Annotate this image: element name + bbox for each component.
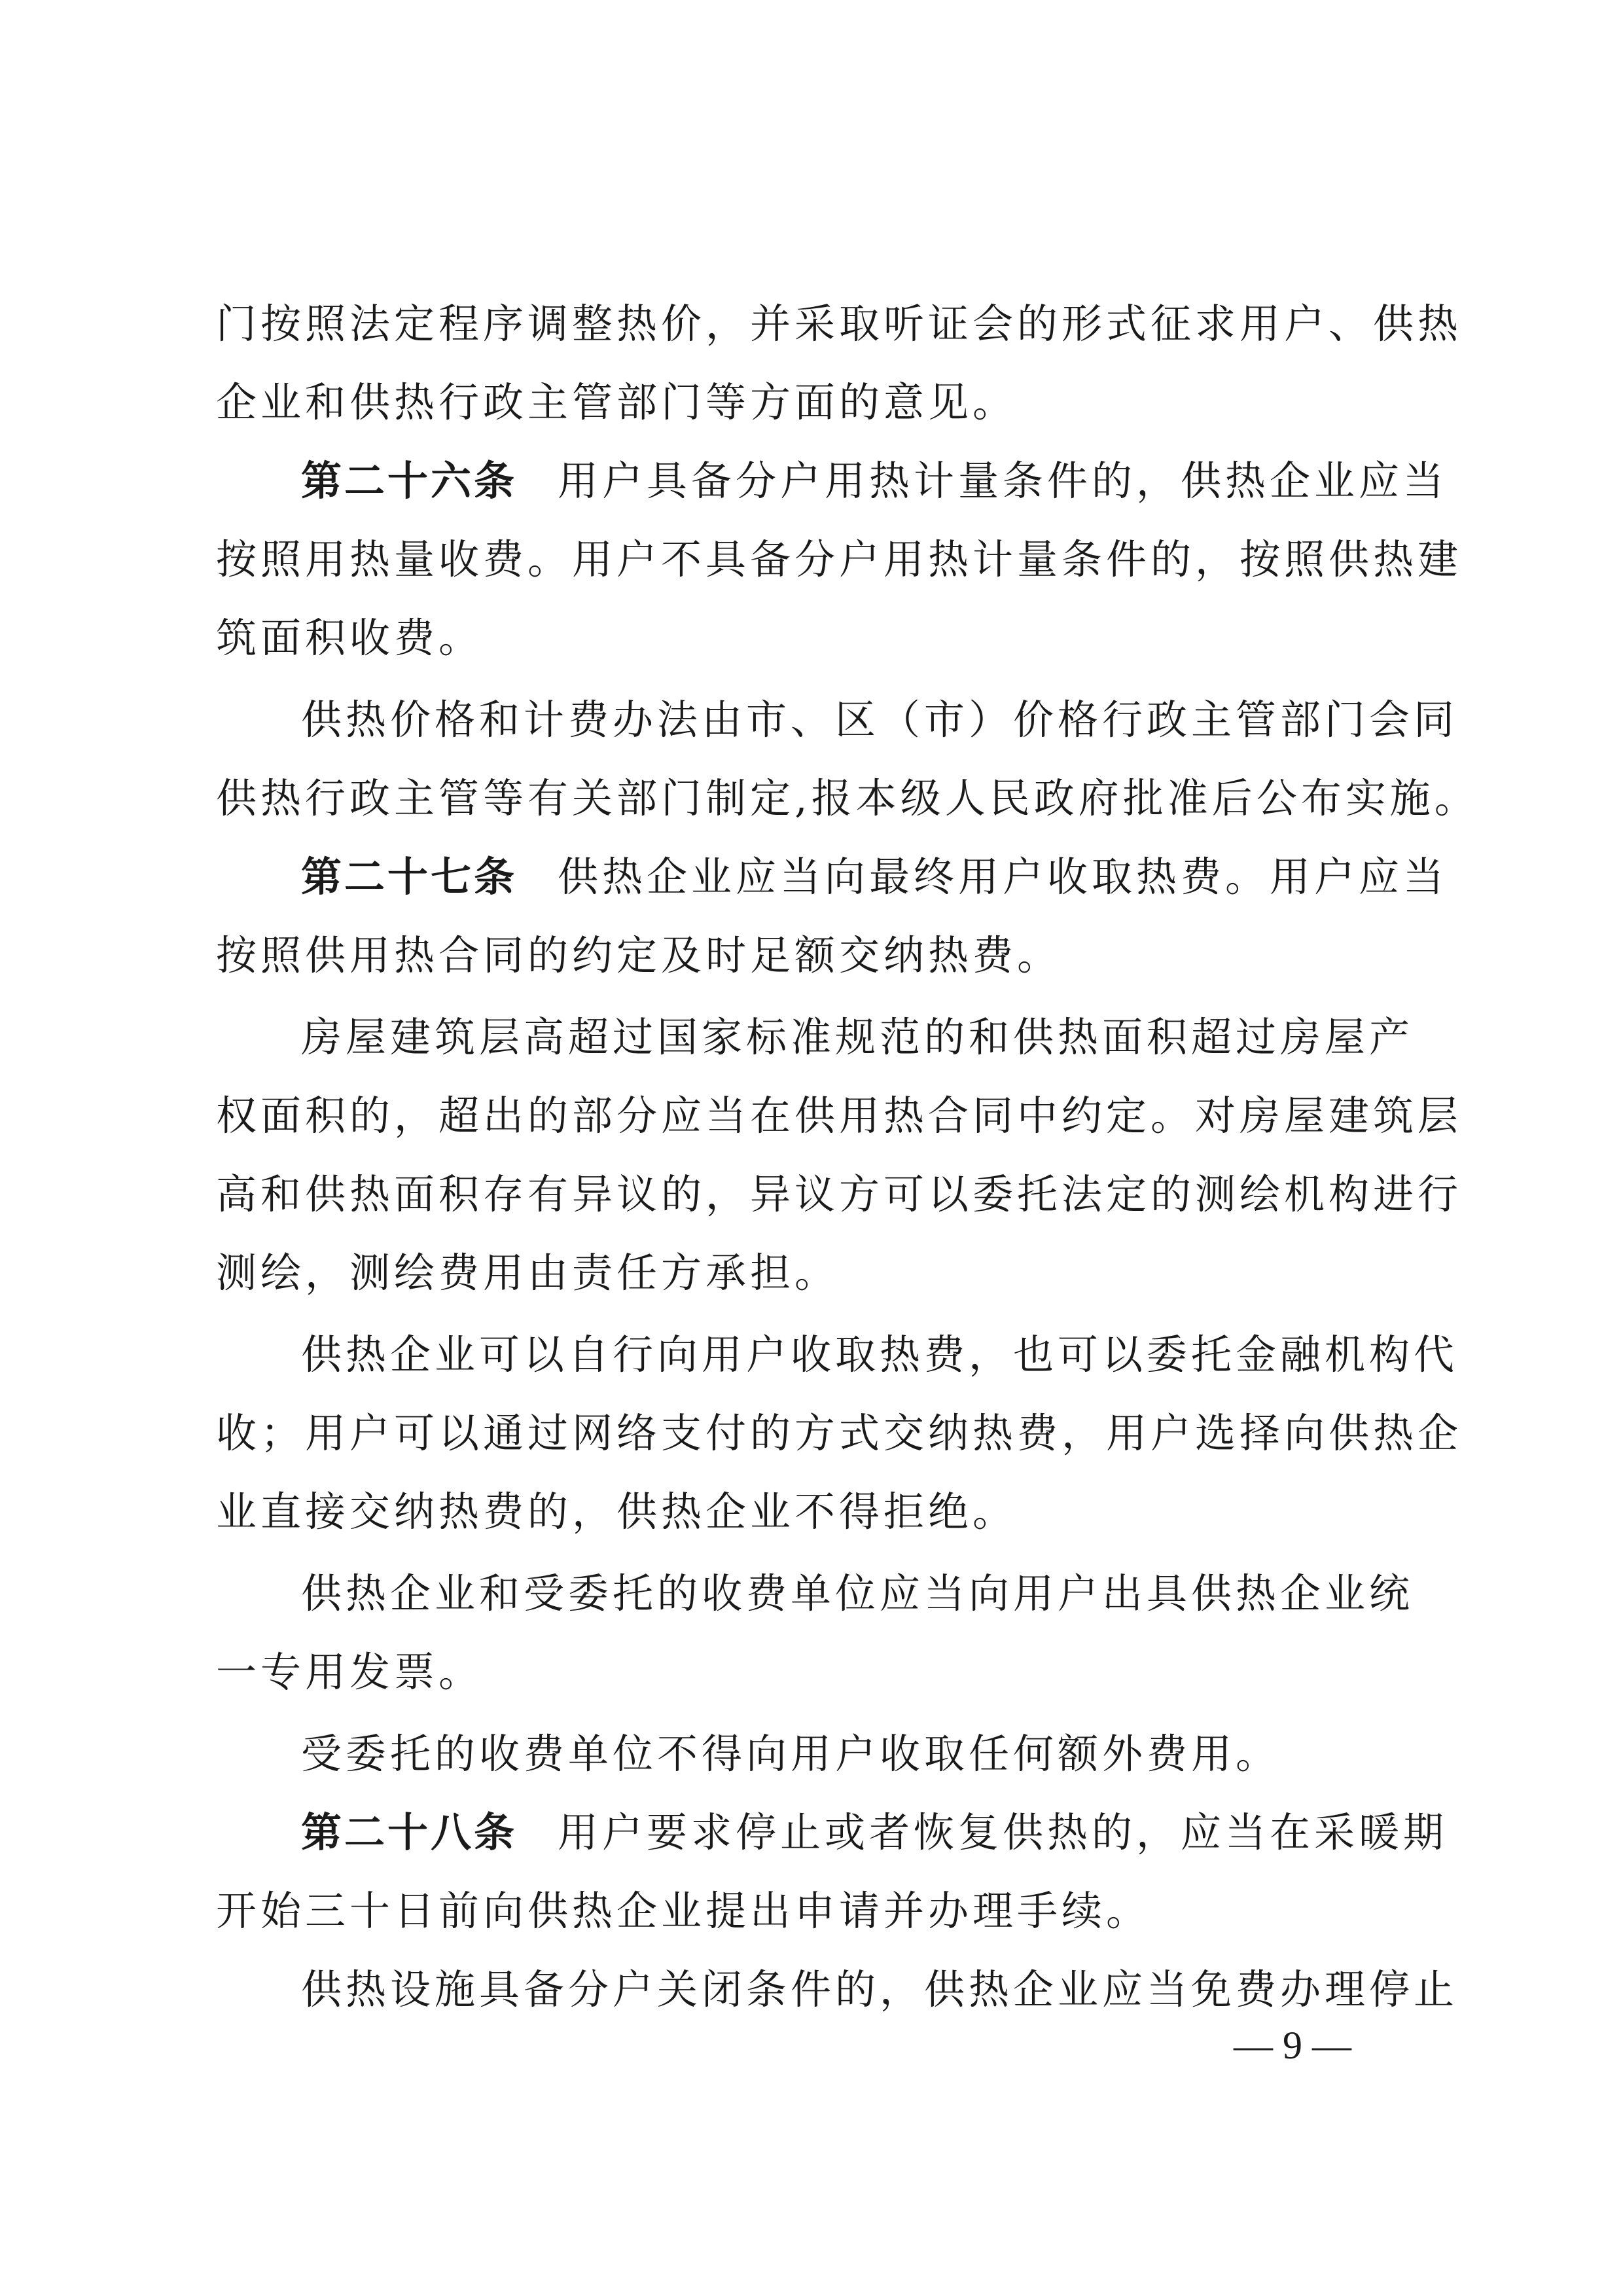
body-text: 用户具备分户用热计量条件的，供热企业应当: [558, 457, 1448, 505]
body-line: 测绘，测绘费用由责任方承担。: [216, 1249, 840, 1297]
body-line: 供热企业和受委托的收费单位应当向用户出具供热企业统: [301, 1570, 1414, 1617]
article-27-heading: 第二十七条: [301, 853, 518, 901]
body-line: 收；用户可以通过网络支付的方式交纳热费，用户选择向供热企: [216, 1409, 1463, 1457]
body-line: 供热价格和计费办法由市、区（市）价格行政主管部门会同: [301, 696, 1459, 744]
body-text: 用户要求停止或者恢复供热的，应当在采暖期: [558, 1808, 1448, 1856]
article-26-heading: 第二十六条: [301, 457, 518, 505]
body-line: 门按照法定程序调整热价，并采取听证会的形式征求用户、供热: [216, 300, 1463, 348]
article-28-first-line: [301, 1806, 1448, 1859]
article-26-first-line: [301, 455, 1448, 507]
body-line: 供热行政主管等有关部门制定,报本级人民政府批准后公布实施。: [216, 774, 1479, 822]
body-line: 一专用发票。: [216, 1648, 484, 1696]
body-line: 权面积的，超出的部分应当在供用热合同中约定。对房屋建筑层: [216, 1092, 1463, 1139]
page-number: — 9 —: [1234, 2024, 1351, 2067]
body-line: 供热设施具备分户关闭条件的，供热企业应当免费办理停止: [301, 1965, 1459, 2013]
body-line: 筑面积收费。: [216, 614, 484, 662]
body-line: 按照用热量收费。用户不具备分户用热计量条件的，按照供热建: [216, 535, 1463, 583]
body-text: 供热企业应当向最终用户收取热费。用户应当: [558, 853, 1448, 901]
body-line: 受委托的收费单位不得向用户收取任何额外费用。: [301, 1730, 1281, 1778]
article-27-first-line: [301, 851, 1448, 903]
body-line: 按照供用热合同的约定及时足额交纳热费。: [216, 931, 1062, 979]
body-line: 高和供热面积存有异议的，异议方可以委托法定的测绘机构进行: [216, 1170, 1463, 1218]
body-line: 供热企业可以自行向用户收取热费，也可以委托金融机构代: [301, 1331, 1459, 1378]
body-line: 房屋建筑层高超过国家标准规范的和供热面积超过房屋产: [301, 1013, 1414, 1061]
body-line: 业直接交纳热费的，供热企业不得拒绝。: [216, 1488, 1018, 1535]
body-line: 企业和供热行政主管部门等方面的意见。: [216, 378, 1018, 426]
body-line: 开始三十日前向供热企业提出申请并办理手续。: [216, 1887, 1151, 1935]
article-28-heading: 第二十八条: [301, 1808, 518, 1856]
